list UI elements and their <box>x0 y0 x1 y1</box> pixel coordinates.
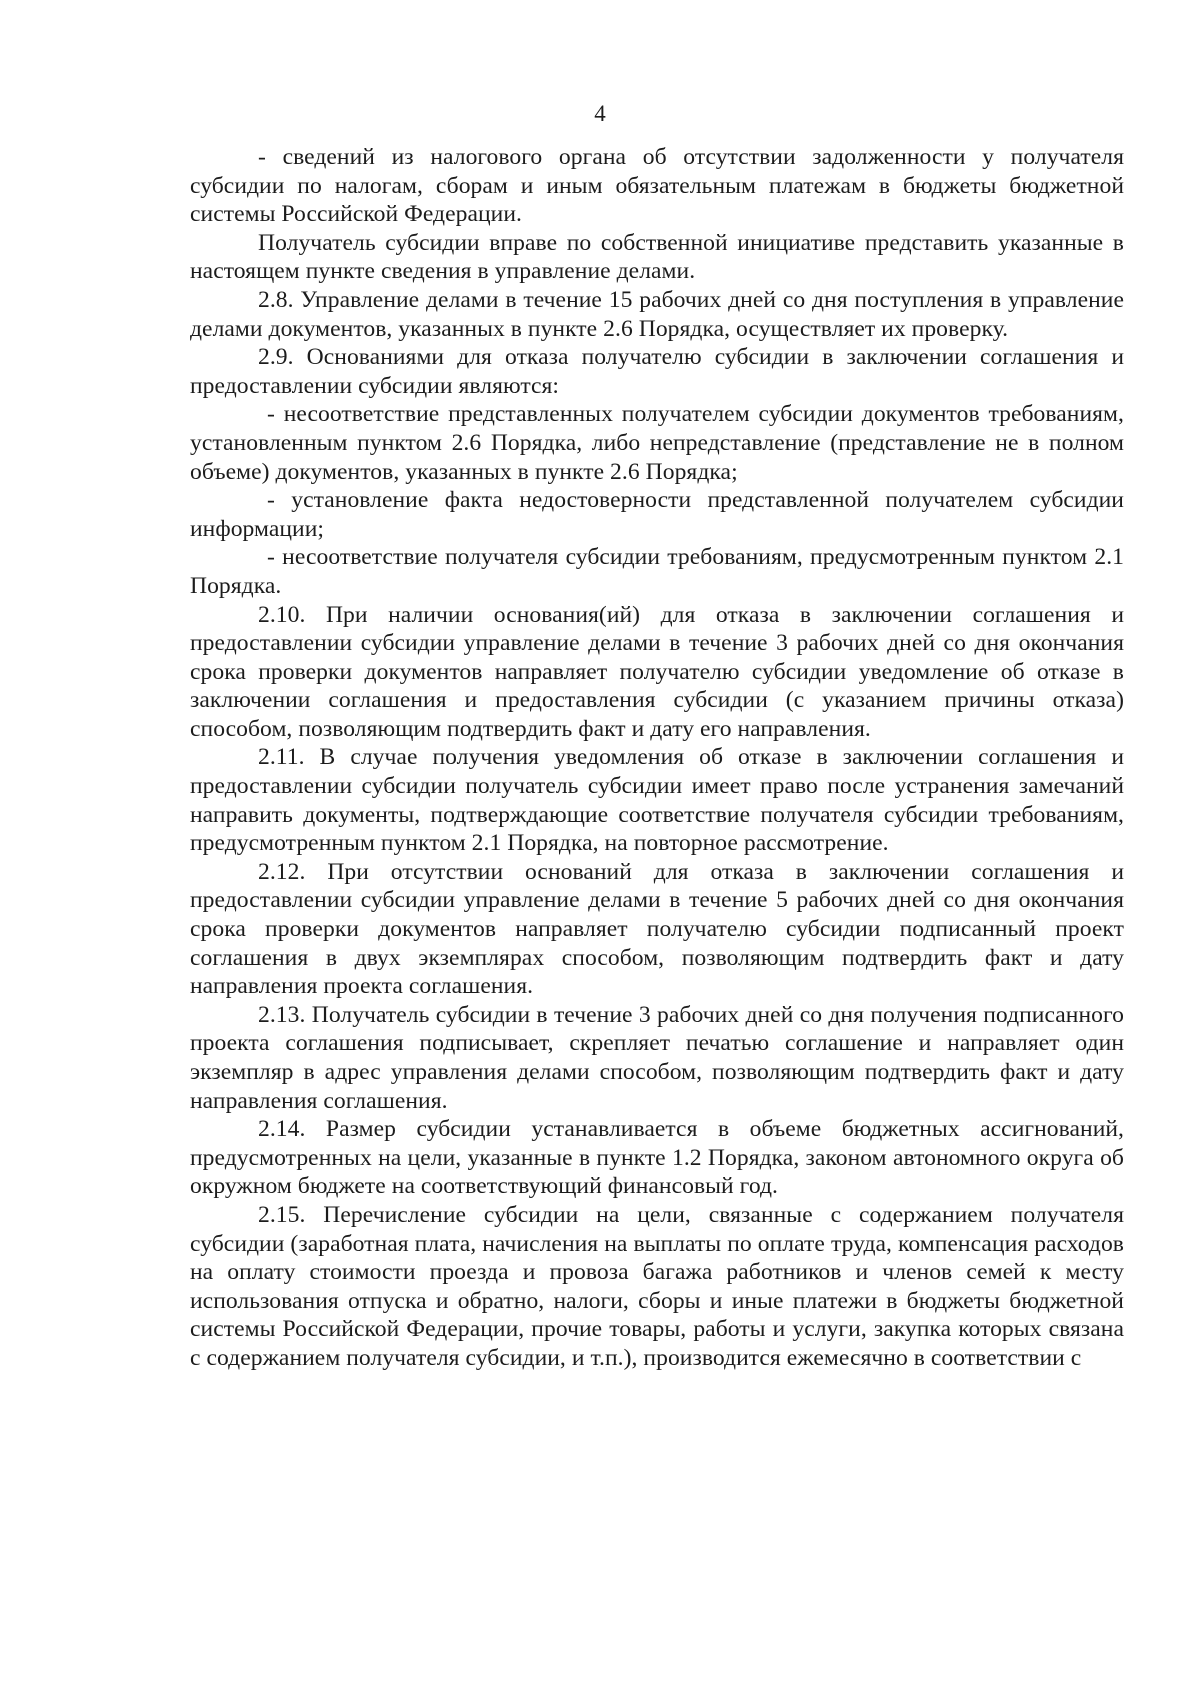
paragraph-2-9: 2.9. Основаниями для отказа получателю субсидии в заключении соглашения и предоставлении субсидии являются: <box>190 344 1124 399</box>
paragraph-2-9-item-1: - несоответствие представленных получателем субсидии документов требованиям, установленным пунктом 2.6 Порядка, либо непредставление (представление не в полном объеме) документов, указанных в пункте 2.6 Порядка; <box>190 401 1124 485</box>
paragraph-2-10: 2.10. При наличии основания(ий) для отказа в заключении соглашения и предоставлении субсидии управление делами в течение 3 рабочих дней со дня окончания срока проверки документов направляет получателю субсидии уведомление об отказе в заключении соглашения и предоставления субсидии (с указанием причины отказа) способом, позволяющим подтвердить факт и дату его направления. <box>190 601 1124 742</box>
document-body <box>190 143 1124 1373</box>
paragraph-2-9-item-3: - несоответствие получателя субсидии требованиям, предусмотренным пунктом 2.1 Порядка. <box>190 544 1124 599</box>
paragraph-2-13: 2.13. Получатель субсидии в течение 3 рабочих дней со дня получения подписанного проекта соглашения подписывает, скрепляет печатью соглашение и направляет один экземпляр в адрес управления делами способом, позволяющим подтвердить факт и дату направления соглашения. <box>190 1001 1124 1114</box>
page-number: 4 <box>594 101 606 126</box>
paragraph-2-11: 2.11. В случае получения уведомления об отказе в заключении соглашения и предоставлении субсидии получатель субсидии имеет право после устранения замечаний направить документы, подтверждающие соответствие получателя субсидии требованиям, предусмотренным пунктом 2.1 Порядка, на повторное рассмотрение. <box>190 744 1124 857</box>
paragraph-tax-info: - сведений из налогового органа об отсутствии задолженности у получателя субсидии по налогам, сборам и иным обязательным платежам в бюджеты бюджетной системы Российской Федерации. <box>190 144 1124 228</box>
paragraph-own-initiative: Получатель субсидии вправе по собственной инициативе представить указанные в настоящем пункте сведения в управление делами. <box>190 229 1124 285</box>
paragraph-2-15: 2.15. Перечисление субсидии на цели, связанные с содержанием получателя субсидии (заработная плата, начисления на выплаты по оплате труда, компенсация расходов на оплату стоимости проезда и провоза багажа работников и членов семей к месту использования отпуска и обратно, налоги, сборы и иные платежи в бюджеты бюджетной системы Российской Федерации, прочие товары, работы и услуги, закупка которых связана с содержанием получателя субсидии, и т.п.), производится ежемесячно в соответствии с <box>190 1201 1124 1371</box>
paragraph-2-14: 2.14. Размер субсидии устанавливается в объеме бюджетных ассигнований, предусмотренных на цели, указанные в пункте 1.2 Порядка, законом автономного округа об окружном бюджете на соответствующий финансовый год. <box>190 1116 1124 1200</box>
paragraph-2-8: 2.8. Управление делами в течение 15 рабочих дней со дня поступления в управление делами документов, указанных в пункте 2.6 Порядка, осуществляет их проверку. <box>190 286 1124 342</box>
paragraph-2-12: 2.12. При отсутствии оснований для отказа в заключении соглашения и предоставлении субсидии управление делами в течение 5 рабочих дней со дня окончания срока проверки документов направляет получателю субсидии подписанный проект соглашения в двух экземплярах способом, позволяющим подтвердить факт и дату направления проекта соглашения. <box>190 858 1124 1000</box>
paragraph-2-9-item-2: - установление факта недостоверности представленной получателем субсидии информации; <box>190 487 1124 542</box>
